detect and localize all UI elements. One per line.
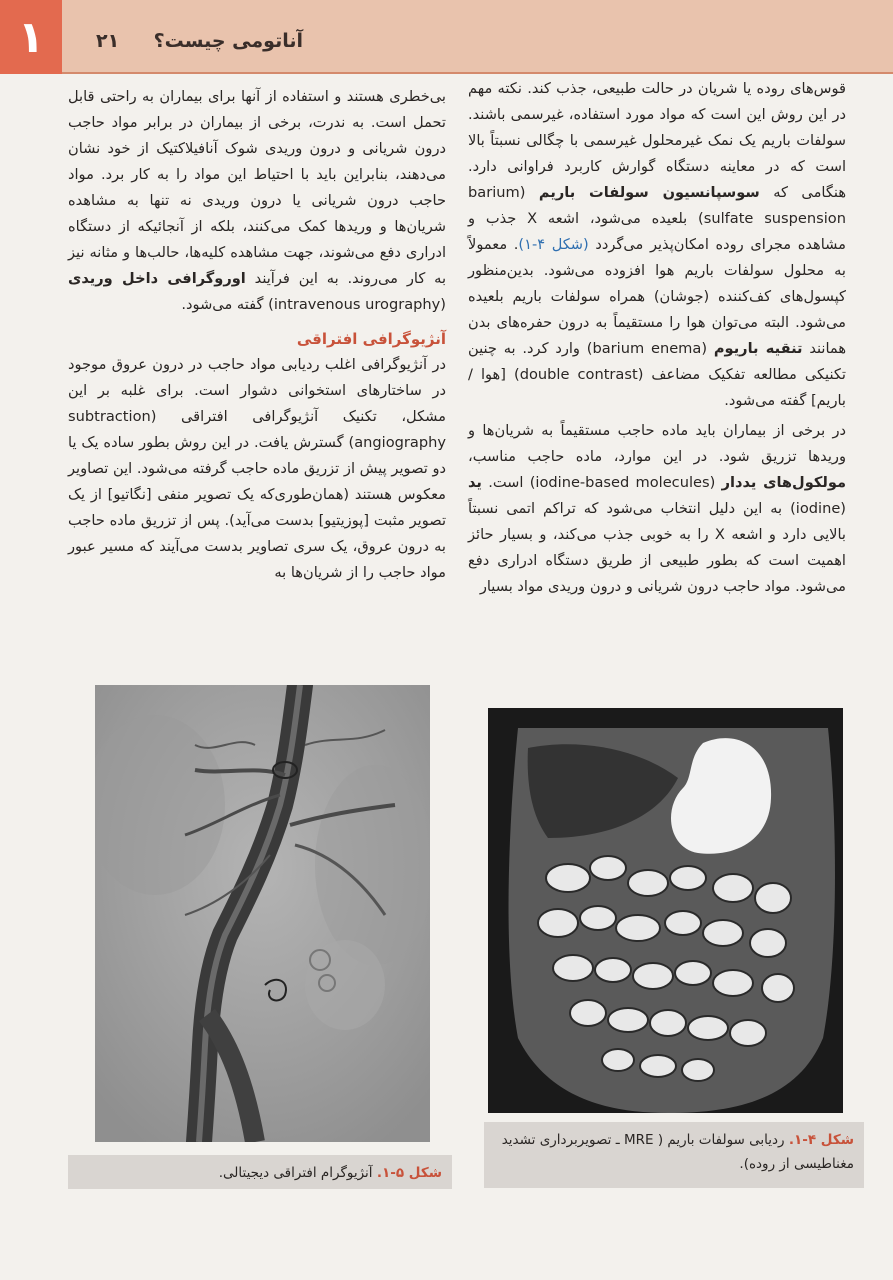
bold-term-iv-urography: اوروگرافی داخل وریدی	[68, 270, 246, 287]
figure-label: شکل ۴-۱.	[788, 1132, 854, 1148]
text-run: در برخی از بیماران باید ماده حاجب مستقیماً به شریان‌ها و وریدها تزریق شود. در این موارد، ماده حاجب مناسب،	[468, 422, 846, 465]
bold-term-barium-enema: تنقیه باریوم	[713, 340, 803, 357]
text-run: (iodine-based molecules) است.	[488, 474, 716, 491]
figure-caption-mre	[484, 1122, 864, 1188]
figure-label: شکل ۵-۱.	[376, 1165, 442, 1181]
text-run: (intravenous urography) گفته می‌شود.	[181, 296, 446, 313]
section-heading: آنژیوگرافی افتراقی	[296, 330, 446, 348]
mre-illustration	[488, 708, 843, 1113]
right-text-column	[468, 76, 846, 600]
angiogram-illustration	[95, 685, 430, 1142]
angiogram-image	[95, 685, 430, 1142]
page-number: ۲۱	[96, 30, 120, 52]
bold-term-iodine: ید	[468, 474, 482, 491]
text-run: . معمولاً به محلول سولفات باریم هوا افزوده می‌شود. بدین‌منظور کپسول‌های کف‌کننده (جوشان) همراه سولفات باریم بلعیده می‌شود. البته می‌توان هوا را مستقیماً به درون حفره‌های بدن همانند	[468, 236, 847, 357]
text-run: (iodine) به این دلیل انتخاب می‌شود که تراکم اتمی نسبتاً بالایی دارد و اشعه X را به خوبی جذب می‌کند، و بسیار حائز اهمیت است که بطور طبیعی از طریق دستگاه ادراری دفع می‌شود. مواد حاجب درون شریانی و درون وریدی مواد بسیار	[468, 500, 846, 595]
header-divider	[0, 72, 893, 74]
text-run: (barium enema) وارد کرد. به چنین تکنیکی مطالعه تفکیک مضاعف (double contrast) [هوا / باریم] گفته می‌شود.	[468, 340, 846, 409]
paragraph-barium	[468, 76, 846, 414]
text-run: بی‌خطری هستند و استفاده از آنها برای بیماران به راحتی قابل تحمل است. به ندرت، برخی از بیماران در برابر مواد حاجب درون شریانی و درون وریدی شوک آنافیلاکتیک از خود نشان می‌دهند، بنابراین باید با احتیاط این مواد را به کار برد. مواد حاجب درون شریانی یا درون وریدی نه تنها به مشاهده شریان‌ها و وریدها کمک می‌کنند، بلکه از آنجائیکه از دستگاه ادراری دفع می‌شوند، جهت مشاهده کلیه‌ها، حالب‌ها و مثانه نیز به کار می‌روند. به این فرآیند	[68, 88, 447, 287]
bold-term-barium-suspension: سوسپانسیون سولفات باریم	[538, 184, 760, 201]
figure-reference-link[interactable]: (شکل ۴-۱)	[518, 236, 589, 253]
paragraph-iodine	[468, 418, 846, 600]
paragraph-subtraction-angiography: در آنژیوگرافی اغلب ردیابی مواد حاجب در درون عروق موجود در ساختارهای استخوانی دشوار است. برای غلبه بر این مشکل، تکنیک آنژیوگرافی افتراقی (subtraction angiography) گسترش یافت. در این روش بطور ساده یک یا دو تصویر پیش از تزریق ماده حاجب گرفته می‌شود. این تصاویر معکوس هستند (همان‌طوری‌که یک تصویر منفی [نگاتیو] از یک تصویر مثبت [پوزیتیو] بدست می‌آید). پس از تزریق ماده حاجب به درون عروق، یک سری تصاویر بدست می‌آیند که مسیر عبور مواد حاجب را از شریان‌ها به	[68, 356, 446, 581]
paragraph-contrast-safety	[68, 84, 446, 318]
left-text-column	[68, 84, 446, 586]
caption-text: آنژیوگرام افتراقی دیجیتالی.	[218, 1165, 373, 1181]
bold-term-iodine-molecules: مولکول‌های یددار	[721, 474, 847, 491]
mr-enterography-image	[488, 708, 843, 1113]
running-title: آناتومی چیست؟	[153, 30, 303, 52]
figure-caption-angiogram	[68, 1155, 452, 1189]
text-run: قوس‌های روده یا شریان در حالت طبیعی، جذب کند. نکته مهم در این روش این است که مواد مورد استفاده، غیرسمی باشند. سولفات باریم یک نمک غیرمحلول غیرسمی با چگالی نسبتاً بالا است که در معاینه دستگاه گوارش کاربرد فراوانی دارد. هنگامی که	[468, 80, 847, 201]
page-header	[0, 0, 893, 74]
chapter-number-badge: ۱	[0, 0, 62, 74]
caption-text: ردیابی سولفات باریم ( MRE ـ تصویربرداری تشدید مغناطیسی از روده).	[501, 1132, 854, 1172]
text-run: (barium sulfate suspension) بلعیده می‌شود، اشعه X جذب و مشاهده مجرای روده امکان‌پذیر می‌گردد	[468, 184, 846, 253]
